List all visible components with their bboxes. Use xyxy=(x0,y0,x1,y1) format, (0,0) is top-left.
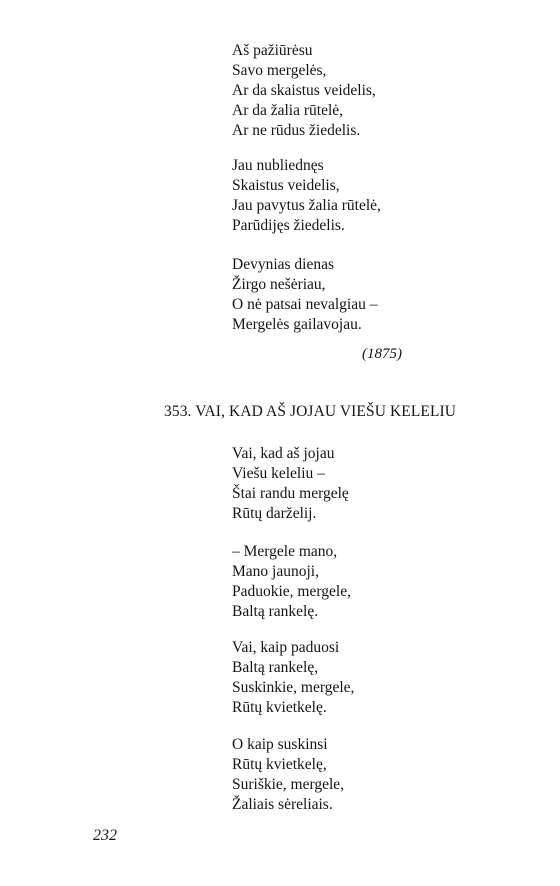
verse-line: Žirgo nešėriau, xyxy=(232,276,326,293)
verse-line: Suskinkie, mergele, xyxy=(232,679,355,696)
verse-line: Mano jaunoji, xyxy=(232,563,319,580)
verse-line: Viešu keleliu – xyxy=(232,465,325,482)
verse-line: – Mergele mano, xyxy=(232,543,338,560)
verse-line: Žaliais sėreliais. xyxy=(232,796,333,813)
verse-line: Ar ne rūdus žiedelis. xyxy=(232,122,361,139)
verse-line: Baltą rankelę, xyxy=(232,659,319,676)
verse-line: Aš pažiūrėsu xyxy=(232,42,313,59)
verse-line: Jau nubliednęs xyxy=(232,157,324,174)
stanza xyxy=(232,735,344,815)
verse-line: Rūtų darželij. xyxy=(232,505,317,522)
verse-line: Suriškie, mergele, xyxy=(232,776,345,793)
verse-line: Rūtų kvietkelę. xyxy=(232,699,327,716)
verse-line: Ar da skaistus veidelis, xyxy=(232,82,376,99)
stanza xyxy=(232,156,381,236)
verse-line: Skaistus veidelis, xyxy=(232,177,340,194)
stanza xyxy=(232,638,354,718)
verse-line: Paduokie, mergele, xyxy=(232,583,351,600)
page-number: 232 xyxy=(93,827,117,844)
verse-line: O nė patsai nevalgiau – xyxy=(232,296,378,313)
stanza xyxy=(232,255,377,335)
stanza xyxy=(232,41,376,141)
stanza xyxy=(232,444,349,524)
poem-date: (1875) xyxy=(362,346,402,362)
verse-line: Parūdijęs žiedelis. xyxy=(232,217,345,234)
verse-line: Rūtų kvietkelę, xyxy=(232,756,327,773)
verse-line: Mergelės gailavojau. xyxy=(232,316,362,333)
verse-line: Devynias dienas xyxy=(232,256,335,273)
verse-line: Ar da žalia rūtelė, xyxy=(232,102,344,119)
song-title: 353. VAI, KAD AŠ JOJAU VIEŠU KELELIU xyxy=(164,403,457,420)
verse-line: Vai, kad aš jojau xyxy=(232,445,335,462)
verse-line: Savo mergelės, xyxy=(232,62,327,79)
verse-line: Jau pavytus žalia rūtelė, xyxy=(232,197,381,214)
verse-line: Vai, kaip paduosi xyxy=(232,639,340,656)
stanza xyxy=(232,542,351,622)
verse-line: Štai randu mergelę xyxy=(232,485,349,502)
verse-line: O kaip suskinsi xyxy=(232,736,328,753)
verse-line: Baltą rankelę. xyxy=(232,603,319,620)
